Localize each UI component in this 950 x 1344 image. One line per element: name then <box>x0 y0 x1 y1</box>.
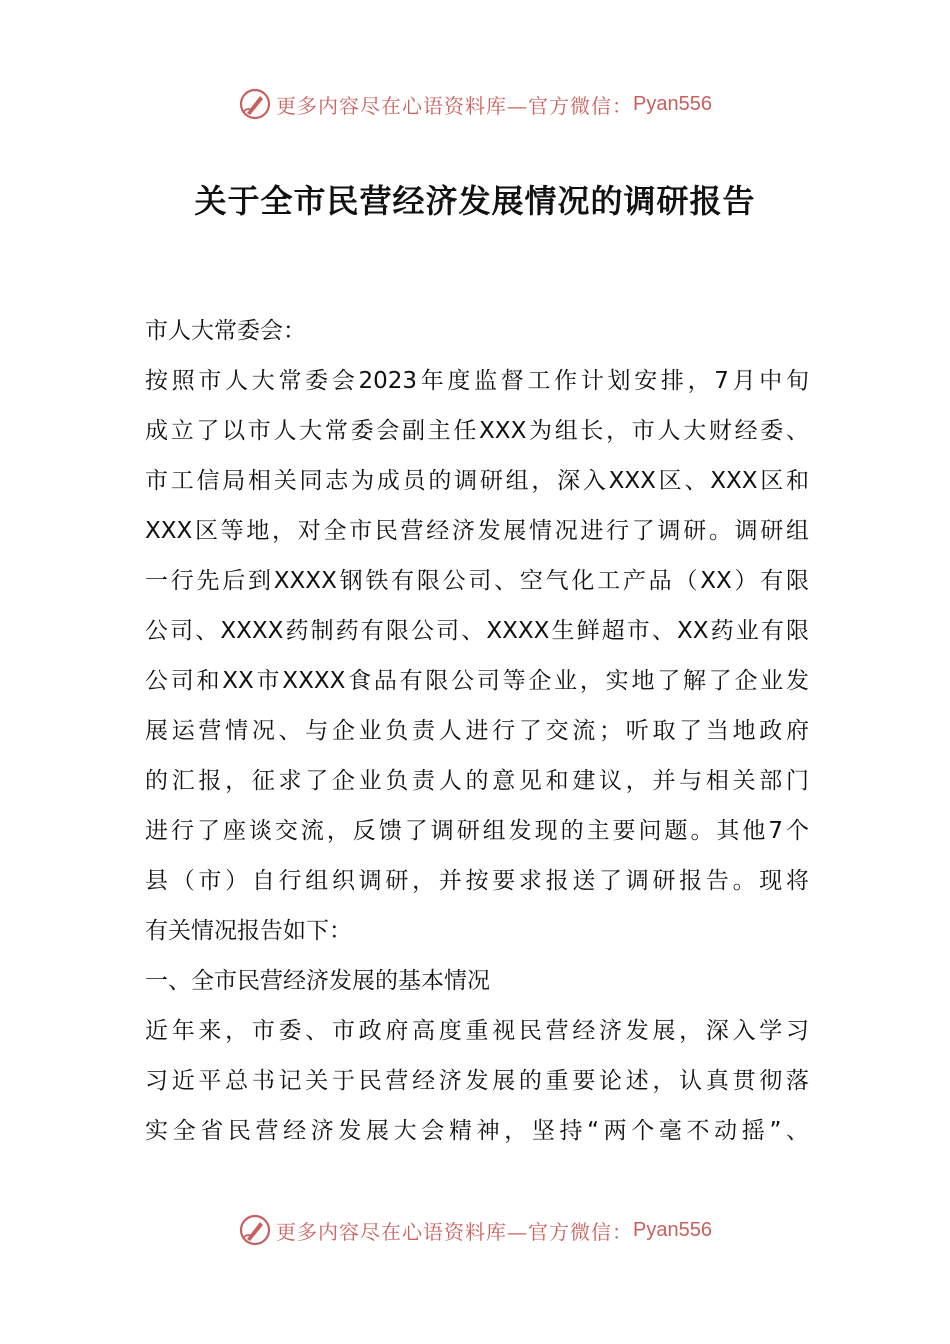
body-line: 公司、XXXX药制药有限公司、XXXX生鲜超市、XX药业有限 <box>145 618 809 644</box>
document-title: 关于全市民营经济发展情况的调研报告 <box>194 182 756 220</box>
watermark-text: 更多内容尽在心语资料库—官方微信： <box>276 93 634 118</box>
body-line: 实全省民营经济发展大会精神，坚持“两个毫不动摇”、 <box>145 1118 809 1144</box>
body-line: 按照市人大常委会2023年度监督工作计划安排，7月中旬 <box>145 368 809 394</box>
body-line: 进行了座谈交流，反馈了调研组发现的主要问题。其他7个 <box>145 818 809 844</box>
watermark-wechat-id: Pyan556 <box>633 92 712 115</box>
document-body <box>145 306 809 1156</box>
body-line: 习近平总书记关于民营经济发展的重要论述，认真贯彻落 <box>145 1068 809 1094</box>
salutation: 市人大常委会： <box>145 318 306 344</box>
body-line: 市工信局相关同志为成员的调研组，深入XXX区、XXX区和 <box>145 468 809 494</box>
header-watermark <box>0 84 950 124</box>
body-line: 展运营情况、与企业负责人进行了交流；听取了当地政府 <box>145 718 809 744</box>
body-line: 有关情况报告如下： <box>145 918 352 944</box>
body-line: 一行先后到XXXX钢铁有限公司、空气化工产品（XX）有限 <box>145 568 809 594</box>
pen-logo-icon <box>238 1213 272 1247</box>
footer-watermark <box>0 1210 950 1250</box>
body-line: XXX区等地，对全市民营经济发展情况进行了调研。调研组 <box>145 518 809 544</box>
pen-logo-icon <box>238 87 272 121</box>
body-line: 县（市）自行组织调研，并按要求报送了调研报告。现将 <box>145 868 809 894</box>
section-heading: 一、全市民营经济发展的基本情况 <box>145 968 490 994</box>
body-line: 公司和XX市XXXX食品有限公司等企业，实地了解了企业发 <box>145 668 809 694</box>
body-line: 成立了以市人大常委会副主任XXX为组长，市人大财经委、 <box>145 418 809 444</box>
watermark-text: 更多内容尽在心语资料库—官方微信： <box>276 1219 634 1244</box>
body-line: 近年来，市委、市政府高度重视民营经济发展，深入学习 <box>145 1018 809 1044</box>
body-line: 的汇报，征求了企业负责人的意见和建议，并与相关部门 <box>145 768 809 794</box>
watermark-wechat-id: Pyan556 <box>633 1218 712 1241</box>
